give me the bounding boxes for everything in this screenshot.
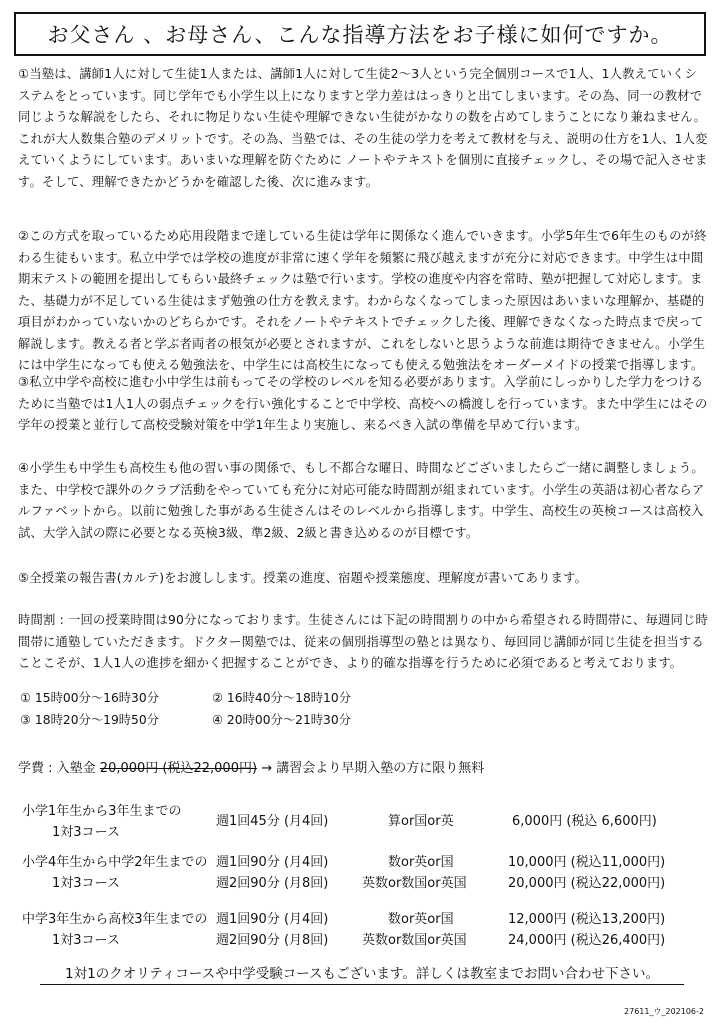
course-2-row-2-subject: 英数or数国or英国 — [362, 876, 467, 891]
paragraph-3: ③私立中学や高校に進む小中学生は前もってその学校のレベルを知る必要があります。入学前にしっかりした学力をつけるために当塾では1人1人の弱点チェックを行い強化することで中学校、高校への橋渡しを行っています。また中学生にはその学年の授業と並行して高校受験対策を中学1年生より実施し、来るべき入試の準備を早めて行います。 — [18, 375, 708, 432]
footer-underline — [40, 984, 684, 985]
paragraph-1: ①当塾は、講師1人に対して生徒1人または、講師1人に対して生徒2～3人という完全個別コースで1人、1人教えていくシステムをとっています。同じ学年でも小学生以上になりますと学力差ははっきりと出てしまいます。その為、同一の教材で同じような解説をしたら、それに物足りない生徒や理解できない生徒がかなりの数を占めてしまうことになり兼ねません。これが大人数集合塾のデメリットです。その為、当塾では、その生徒の学力を考えて教材を与え、説明の仕方を1人、1人変えていくようにしています。あいまいな理解を防ぐために ノートやテキストを個別に直接チェックし、その場で記入させます。そして、理解できたかどうかを確認した後、次に進みます。 — [18, 67, 708, 189]
footer-note: 1対1のクオリティコースや中学受験コースもございます。詳しくは教室までお問い合わせ下さい。 — [65, 966, 659, 982]
paragraph-5: ⑤全授業の報告書(カルテ)をお渡しします。授業の進度、宿題や授業態度、理解度が書いてあります。 — [18, 571, 588, 585]
course-2-row-2-freq: 週2回90分 (月8回) — [216, 876, 329, 891]
course-3-row-2-subject: 英数or数国or英国 — [362, 933, 467, 948]
schedule-slot-4: ④ 20時00分～21時30分 — [212, 713, 352, 727]
course-1-name: 小学1年生から3年生までの — [22, 804, 182, 819]
course-1-type: 1対3コース — [52, 825, 120, 840]
timetable-paragraph: 時間割 : 一回の授業時間は90分になっております。生徒さんには下記の時間割りの中から希望される時間帯に、毎週同じ時間帯に通塾していただきます。ドクター関塾では、従来の個別指導型の塾とは異なり、毎回同じ講師が同じ生徒を担当することこそが、1人1人の進捗を細かく把握することができ、より的確な指導を行うために必須であると考えております。 — [18, 613, 708, 670]
course-3-row-2-freq: 週2回90分 (月8回) — [216, 933, 329, 948]
course-3-row-1-subject: 数or英or国 — [388, 912, 454, 927]
course-1-row-1-freq: 週1回45分 (月4回) — [216, 814, 329, 829]
fee-struck-price: 20,000円 (税込22,000円) — [99, 761, 258, 776]
course-3-row-1-freq: 週1回90分 (月4回) — [216, 912, 329, 927]
course-2-type: 1対3コース — [52, 876, 120, 891]
paragraph-4: ④小学生も中学生も高校生も他の習い事の関係で、もし不都合な曜日、時間などございましたらご一緒に調整しましょう。また、中学校で課外のクラブ活動をやっていても充分に対応可能な時間割が組まれています。小学生の英語は初心者ならアルファベットから。以前に勉強した事がある生徒さんはそのレベルから指導します。中学生、高校生の英検コースは高校入試、大学入試の際に必要となる英検3級、準2級、2級と書き込めるのが目標です。 — [18, 461, 705, 540]
course-2-row-2-price: 20,000円 (税込22,000円) — [508, 876, 666, 891]
arrow-icon: → — [261, 761, 273, 776]
schedule-slot-2: ② 16時40分～18時10分 — [212, 691, 352, 705]
course-3-type: 1対3コース — [52, 933, 120, 948]
course-1-row-1-price: 6,000円 (税込 6,600円) — [512, 814, 657, 829]
paragraph-2: ②この方式を取っているため応用段階まで達している生徒は学年に関係なく進んでいきます。小学5年生で6年生のものが終わる生徒もいます。私立中学では学校の進度が非常に速く学年を頻繁に飛び越えますが充分に対応できます。中学生は中間期末テストの範囲を提出してもらい最終チェックは塾で行います。学校の進度や内容を常時、塾が把握して対応します。また、基礎力が不足している生徒はまず勉強の仕方を教えます。わからなくなってしまった原因はあいまいな理解か、基礎的項目がわかっていないかのどちらかです。それをノートやテキストでチェックした後、理解できなくなった時点まで戻って解説します。教える者と学ぶ者両者の根気が必要とされますが、これをしないと思うような前進は期待できません。小学生には中学生になっても使える勉強法を、中学生には高校生になっても使える勉強法をオーダーメイドの授業で指導します。 — [18, 229, 707, 372]
course-3-row-2-price: 24,000円 (税込26,400円) — [508, 933, 666, 948]
course-1-row-1-subject: 算or国or英 — [388, 814, 454, 829]
schedule-slot-1: ① 15時00分～16時30分 — [20, 691, 160, 705]
course-2-row-1-subject: 数or英or国 — [388, 855, 454, 870]
document-code: 27611_ウ_202106-2 — [624, 1007, 704, 1016]
enrollment-fee — [18, 757, 484, 776]
fee-note: 講習会より早期入塾の方に限り無料 — [276, 761, 485, 776]
course-3-row-1-price: 12,000円 (税込13,200円) — [508, 912, 666, 927]
schedule-slot-3: ③ 18時20分～19時50分 — [20, 713, 160, 727]
course-2-row-1-freq: 週1回90分 (月4回) — [216, 855, 329, 870]
course-2-name: 小学4年生から中学2年生までの — [22, 855, 208, 870]
page-title: お父さん 、お母さん、こんな指導方法をお子様に如何ですか。 — [14, 12, 706, 56]
course-3-name: 中学3年生から高校3年生までの — [22, 912, 208, 927]
course-2-row-1-price: 10,000円 (税込11,000円) — [508, 855, 666, 870]
fee-label: 学費 : 入塾金 — [18, 761, 96, 776]
